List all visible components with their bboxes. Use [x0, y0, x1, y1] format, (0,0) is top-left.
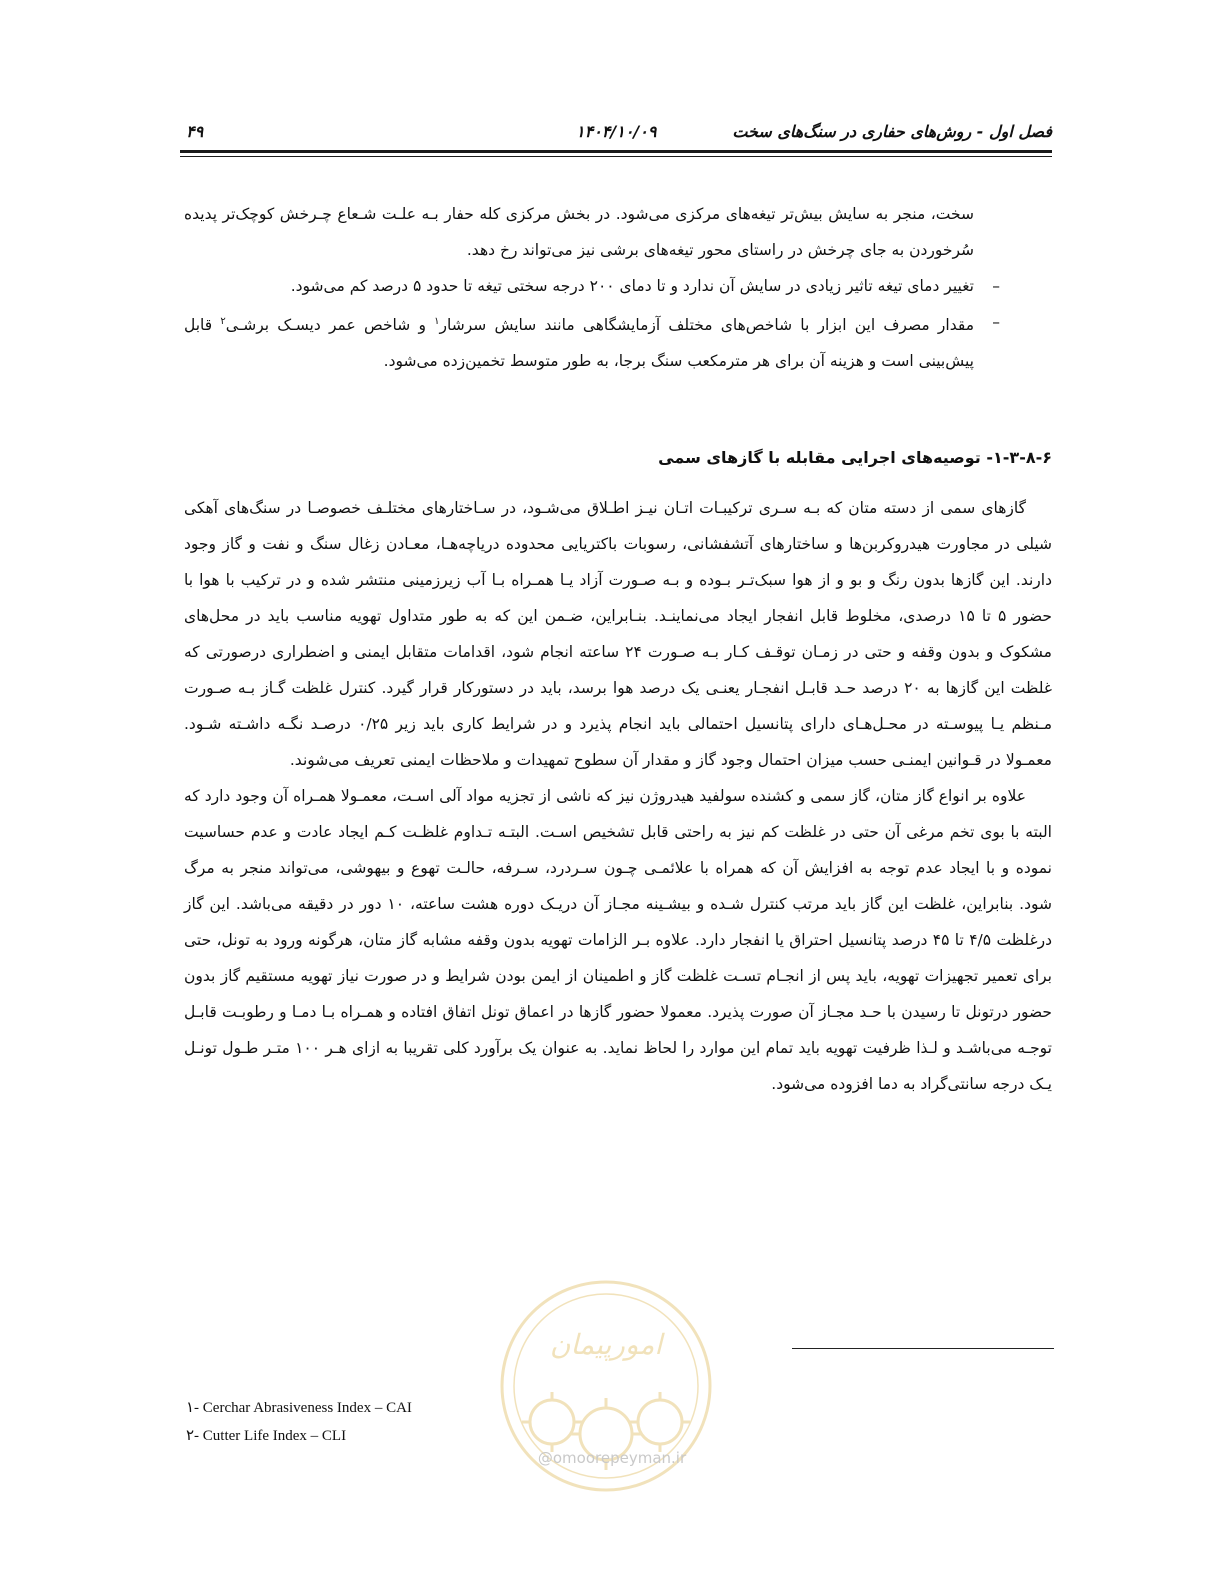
- header-date: ۱۴۰۴/۱۰/۰۹: [576, 122, 657, 141]
- bullet-text: و شاخص عمر دیسـک برشـی: [225, 316, 435, 335]
- bullet-dash: –: [992, 313, 1000, 331]
- paragraph: گازهای سمی از دسته متان که بـه سـری ترکیبـات اتـان نیـز اطـلاق می‌شـود، در سـاختارهای مختلـف خصوصـا در سنگ‌های آهکی شیلی در مجاورت هیدروکربن‌ها و ساختارهای آتشفشانی، رسوبات باکتریایی محدوده دریاچه‌هـا، معـادن زغال سنگ و نفت و گاز وجود دارند. این گازها بدون رنگ و بو و از هوا سبک‌تـر بـوده و بـه صـورت آزاد یـا همـراه بـا آب زیرزمینی منتشر شده و در ترکیب با هوا با حضور ۵ تا ۱۵ درصدی، مخلوط قابل انفجار ایجاد می‌نماینـد. بنـابراین، ضـمن این که به طور متداول تهویه مناسب باید در محل‌های مشکوک و بدون وقفه و حتی در زمـان توقـف کـار بـه صـورت ۲۴ ساعته انجام شود، اقدامات متقابل ایمنی و اضطراری درصورتی که غلظت این گازها به ۲۰ درصد حـد قابـل انفجـار یعنـی یک درصد هوا برسد، باید در دستورکار قرار گیرد. کنترل غلظت گـاز بـه صـورت مـنظم یـا پیوسـته در محـل‌هـای دارای پتانسیل احتمالی باید انجام پذیرد و در شرایط کاری باید زیر ۰/۲۵ درصـد نگـه داشـته شـود. معمـولا در قـوانین ایمنـی حسب میزان احتمال وجود گاز و مقدار آن سطوح تمهیدات و ملاحظات ایمنی تعریف می‌شوند.: [184, 499, 1052, 769]
- footnote-1: ۱- Cerchar Abrasiveness Index – CAI: [186, 1400, 412, 1416]
- bullet-text: تغییر دمای تیغه تاثیر زیادی در سایش آن ندارد و تا دمای ۲۰۰ درجه سختی تیغه تا حدود ۵ درصد کم می‌شود.: [290, 277, 974, 295]
- bullet-dash: –: [992, 277, 1000, 295]
- header-rule-thin: [180, 156, 1052, 157]
- bullet-text: قابل پیش‌بینی است و هزینه آن برای هر مترمکعب سنگ برجا، به طور متوسط تخمین‌زده می‌شود.: [184, 316, 974, 371]
- bullet-item: [184, 268, 1052, 304]
- page-number: ۴۹: [186, 122, 204, 141]
- chapter-title: فصل اول - روش‌های حفاری در سنگ‌های سخت: [732, 122, 1052, 141]
- section-heading: ۱-۳-۸-۶- توصیه‌های اجرایی مقابله با گازهای سمی: [658, 448, 1052, 467]
- footnote-separator: [792, 1348, 1054, 1349]
- continuation-paragraph: سخت، منجر به سایش بیش‌تر تیغه‌های مرکزی می‌شود. در بخش مرکزی کله حفار بـه علـت شـعاع چـرخش کوچک‌تر پدیده سُرخوردن به جای چرخش در راستای محور تیغه‌های برشی نیز می‌تواند رخ دهد.: [184, 205, 974, 259]
- watermark-logo-text: امورپیمان: [549, 1328, 663, 1361]
- footnotes: [186, 1394, 412, 1450]
- watermark-url: @omoorepeyman.ir: [537, 1449, 687, 1467]
- paragraph: علاوه بر انواع گاز متان، گاز سمی و کشنده سولفید هیدروژن نیز که ناشی از تجزیه مواد آلی اسـت، معمـولا همـراه آن وجود دارد که البته با بوی تخم مرغی آن حتی در غلظت کم نیز به راحتی قابل تشخیص اسـت. البتـه تـداوم غلظـت کـم ایجاد عادت و عدم حساسیت نموده و با ایجاد عدم توجه به افزایش آن که همراه با علائمـی چـون سـردرد، سـرفه، حالـت تهوع و بیهوشی، می‌تواند منجر به مرگ شود. بنابراین، غلظت این گاز باید مرتب کنترل شـده و بیشـینه مجـاز آن دریـک دوره هشت ساعته، ۱۰ دور در دقیقه می‌باشد. این گاز درغلظت ۴/۵ تا ۴۵ درصد پتانسیل احتراق یا انفجار دارد. علاوه بـر الزامات تهویه بدون وقفه مشابه گاز متان، هرگونه ورود به تونل، حتی برای تعمیر تجهیزات تهویه، باید پس از انجـام تسـت غلظت گاز و اطمینان از ایمن بودن شرایط و در صورت نیاز تهویه مستقیم گاز بدون حضور درتونل تا رسیدن با حـد مجـاز آن صورت پذیرد. معمولا حضور گازها در اعماق تونل اتفاق افتاده و همـراه بـا دمـا و رطوبـت قابـل توجـه می‌باشـد و لـذا ظرفیت تهویه باید تمام این موارد را لحاظ نماید. به عنوان یک برآورد کلی تقریبا به ازای هـر ۱۰۰ متـر طـول تونـل یـک درجه سانتی‌گراد به دما افزوده می‌شود.: [184, 787, 1052, 1093]
- bullet-text: مقدار مصرف این ابزار با شاخص‌های مختلف آزمایشگاهی مانند سایش سرشار: [439, 316, 974, 335]
- footnote-2: ۲- Cutter Life Index – CLI: [186, 1428, 347, 1444]
- body-paragraphs: [184, 490, 1052, 1102]
- header-rule-thick: [180, 150, 1052, 153]
- footnote-ref[interactable]: ۲: [220, 316, 226, 327]
- running-header: [180, 118, 1052, 148]
- footnote-ref[interactable]: ۱: [434, 316, 440, 327]
- bullet-block: [184, 196, 1052, 379]
- bullet-item: [184, 304, 1052, 379]
